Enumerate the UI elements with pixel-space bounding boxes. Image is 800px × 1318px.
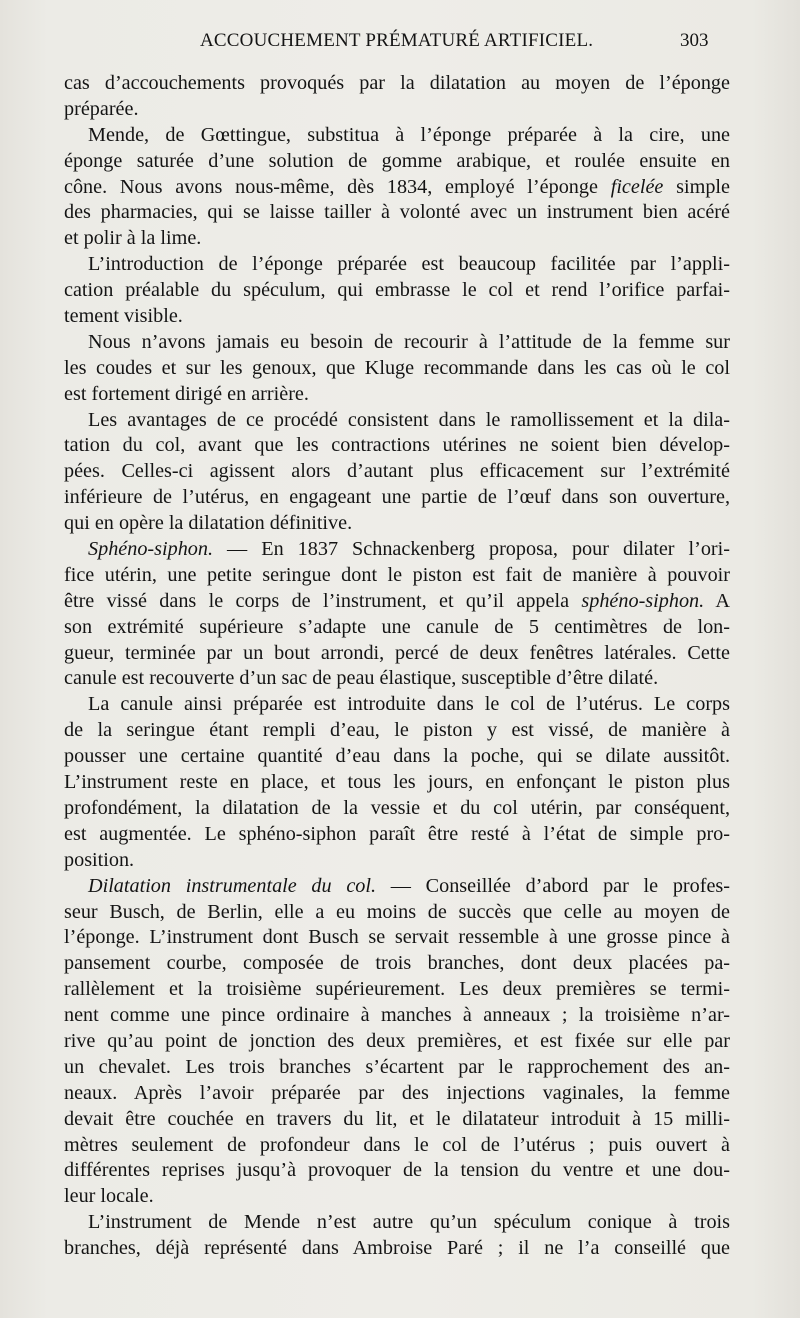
text-line: éponge saturée d’une solution de gomme arabique, et roulée ensuite en: [64, 149, 730, 172]
text-line: rallèlement et la troisième supérieurement. Les deux premières se termi-: [64, 978, 730, 1001]
text-line: pées. Celles-ci agissent alors d’autant plus efficacement sur l’extrémité: [64, 460, 730, 483]
text-line: L’introduction de l’éponge préparée est beaucoup facilitée par l’appli-: [88, 253, 730, 276]
text-line: nent comme une pince ordinaire à manches à anneaux ; la troisième n’ar-: [64, 1004, 730, 1027]
running-head-title: ACCOUCHEMENT PRÉMATURÉ ARTIFICIEL.: [200, 30, 594, 51]
text-line: l’éponge. L’instrument dont Busch se servait ressemble à une grosse pince à: [64, 926, 730, 949]
text-line: neaux. Après l’avoir préparée par des injections vaginales, la femme: [64, 1081, 730, 1104]
text-line: seur Busch, de Berlin, elle a eu moins de succès que celle au moyen de: [64, 900, 730, 923]
text-line: cation préalable du spéculum, qui embrasse le col et rend l’orifice parfai-: [64, 279, 730, 302]
text-line: son extrémité supérieure s’adapte une canule de 5 centimètres de lon-: [64, 615, 730, 638]
text-line: devait être couchée en travers du lit, et le dilatateur introduit à 15 milli-: [64, 1107, 730, 1130]
text-line: cas d’accouchements provoqués par la dilatation au moyen de l’éponge: [64, 72, 730, 94]
text-line: tement visible.: [64, 305, 183, 328]
text-line: canule est recouverte d’un sac de peau élastique, susceptible d’être dilaté.: [64, 667, 659, 690]
text-line: L’instrument de Mende n’est autre qu’un spéculum conique à trois: [88, 1211, 730, 1234]
text-line: L’instrument reste en place, et tous les jours, en enfonçant le piston plus: [64, 771, 730, 794]
text-line: des pharmacies, qui se laisse tailler à volonté avec un instrument bien acéré: [64, 201, 730, 224]
text-line: fice utérin, une petite seringue dont le piston est fait de manière à pouvoir: [64, 563, 730, 586]
page-number: 303: [680, 30, 709, 51]
text-line: profondément, la dilatation de la vessie et du col utérin, par conséquent,: [64, 796, 730, 819]
text-line: cône. Nous avons nous-même, dès 1834, employé l’éponge ficelée simple: [64, 175, 730, 198]
text-line: Mende, de Gœttingue, substitua à l’éponge préparée à la cire, une: [88, 123, 730, 146]
text-line: pousser une certaine quantité d’eau dans la poche, qui se dilate aussitôt.: [64, 745, 730, 768]
text-line: inférieure de l’utérus, en engageant une partie de l’œuf dans son ouverture,: [64, 486, 730, 509]
text-line: position.: [64, 848, 135, 871]
text-line: rive qu’au point de jonction des deux premières, et est fixée sur elle par: [64, 1029, 730, 1052]
running-head: [0, 30, 800, 58]
text-line: les coudes et sur les genoux, que Kluge recommande dans les cas où le col: [64, 356, 730, 379]
text-line: Sphéno-siphon. — En 1837 Schnackenberg proposa, pour dilater l’ori-: [88, 538, 730, 561]
text-line: est fortement dirigé en arrière.: [64, 382, 309, 405]
text-line: Les avantages de ce procédé consistent dans le ramollissement et la dila-: [88, 408, 730, 431]
text-line: un chevalet. Les trois branches s’écartent par le rapprochement des an-: [64, 1055, 730, 1078]
text-line: est augmentée. Le sphéno-siphon paraît être resté à l’état de simple pro-: [64, 822, 730, 845]
text-line: préparée.: [64, 97, 139, 120]
text-line: leur locale.: [64, 1185, 154, 1208]
text-line: être vissé dans le corps de l’instrument, et qu’il appela sphéno-siphon. A: [64, 589, 730, 612]
body-text: [64, 71, 730, 1262]
text-line: pansement courbe, composée de trois branches, dont deux placées pa-: [64, 952, 730, 975]
text-line: de la seringue étant rempli d’eau, le piston y est vissé, de manière à: [64, 719, 730, 742]
text-line: mètres seulement de profondeur dans le col de l’utérus ; puis ouvert à: [64, 1133, 730, 1156]
text-line: Nous n’avons jamais eu besoin de recourir à l’attitude de la femme sur: [88, 330, 730, 353]
text-line: tation du col, avant que les contractions utérines ne soient bien dévelop-: [64, 434, 730, 457]
text-line: différentes reprises jusqu’à provoquer de la tension du ventre et une dou-: [64, 1159, 730, 1182]
text-line: gueur, terminée par un bout arrondi, percé de deux fenêtres latérales. Cette: [64, 641, 730, 664]
text-line: qui en opère la dilatation définitive.: [64, 512, 353, 535]
text-line: branches, déjà représenté dans Ambroise Paré ; il ne l’a conseillé que: [64, 1237, 730, 1260]
text-line: La canule ainsi préparée est introduite dans le col de l’utérus. Le corps: [88, 693, 730, 716]
text-line: Dilatation instrumentale du col. — Conseillée d’abord par le profes-: [88, 874, 730, 897]
text-line: et polir à la lime.: [64, 227, 202, 250]
